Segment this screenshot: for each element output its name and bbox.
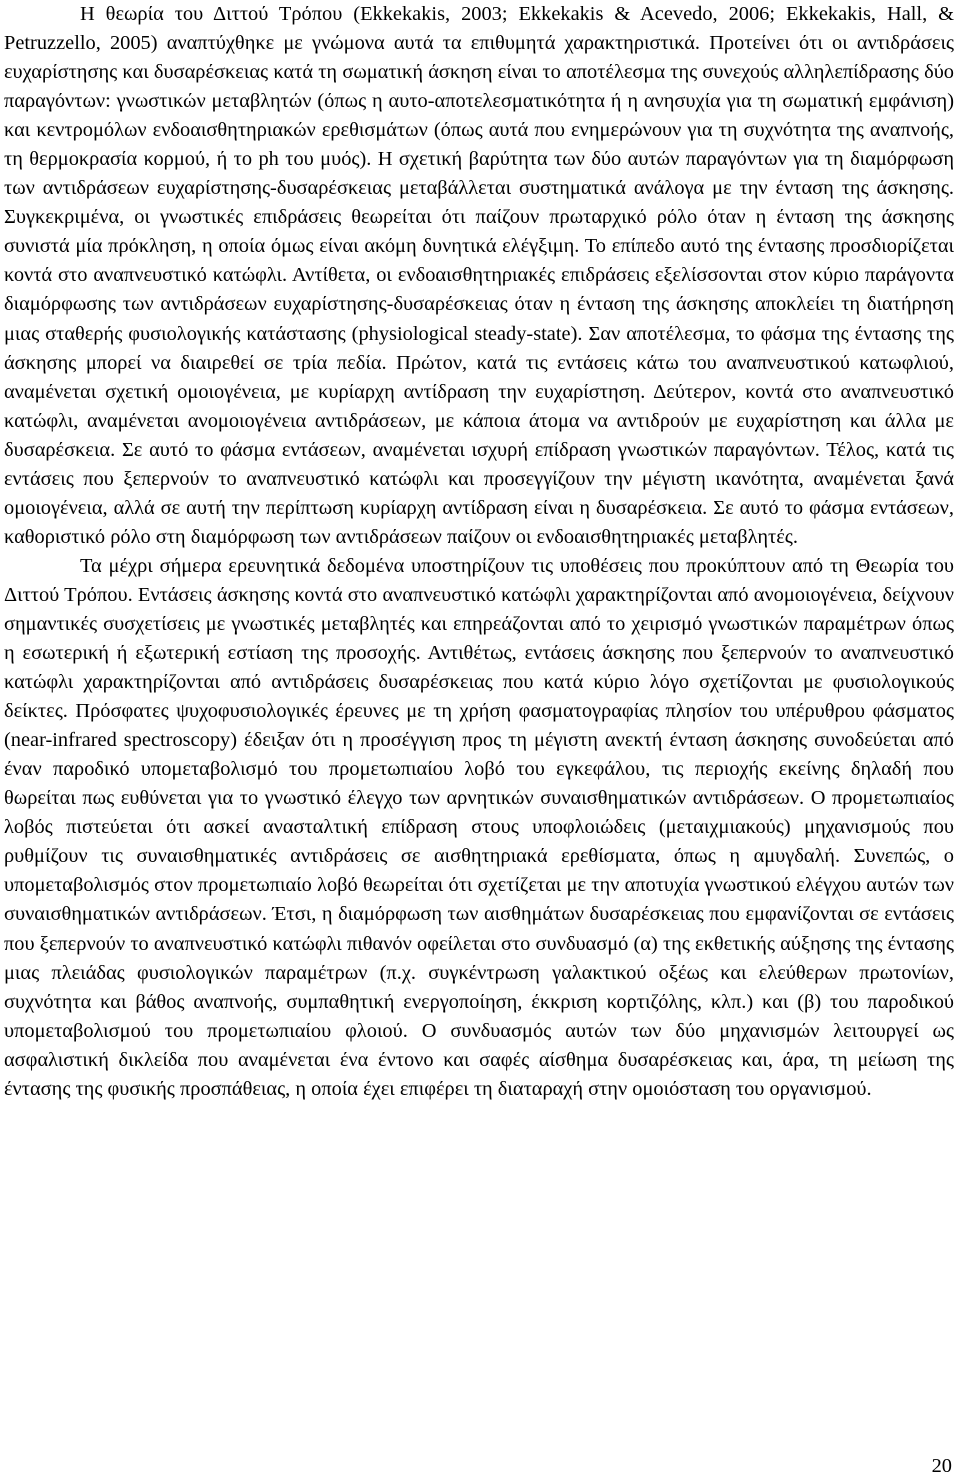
- paragraph-1: Η θεωρία του Διττού Τρόπου (Ekkekakis, 2003; Ekkekakis & Acevedo, 2006; Ekkekakis, Hall, & Petruzzello, 2005) αναπτύχθηκε με γνώμονα αυτά τα επιθυμητά χαρακτηριστικά. Προτείνει ότι οι αντιδράσεις ευχαρίστησης και δυσαρέσκειας κατά τη σωματική άσκηση είναι το αποτέλεσμα της συνεχούς αλληλεπίδρασης δύο παραγόντων: γνωστικών μεταβλητών (όπως η αυτο-αποτελεσματικότητα ή η ανησυχία για τη σωματική εμφάνιση) και κεντρομόλων ενδοαισθητηριακών ερεθισμάτων (όπως αυτά που ενημερώνουν για τη συχνότητα της αναπνοής, τη θερμοκρασία κορμού, ή το ph του μυός). Η σχετική βαρύτητα των δύο αυτών παραγόντων για τη διαμόρφωση των αντιδράσεων ευχαρίστησης-δυσαρέσκειας μεταβάλλεται συστηματικά ανάλογα με την ένταση της άσκησης. Συγκεκριμένα, οι γνωστικές επιδράσεις θεωρείται ότι παίζουν πρωταρχικό ρόλο όταν η ένταση της άσκησης συνιστά μία πρόκληση, η οποία όμως είναι ακόμη δυνητικά ελέγξιμη. Το επίπεδο αυτό της έντασης προσδιορίζεται κοντά στο αναπνευστικό κατώφλι. Αντίθετα, οι ενδοαισθητηριακές επιδράσεις εξελίσσονται στον κύριο παράγοντα διαμόρφωσης των αντιδράσεων ευχαρίστησης-δυσαρέσκειας όταν η ένταση της άσκησης αποκλείει τη διατήρηση μιας σταθερής φυσιολογικής κατάστασης (physiological steady-state). Σαν αποτέλεσμα, το φάσμα της έντασης της άσκησης μπορεί να διαιρεθεί σε τρία πεδία. Πρώτον, κατά τις εντάσεις κάτω του αναπνευστικού κατωφλιού, αναμένεται σχετική ομοιογένεια, με κυρίαρχη αντίδραση την ευχαρίστηση. Δεύτερον, κοντά στο αναπνευστικό κατώφλι, αναμένεται ανομοιογένεια αντιδράσεων, με κάποια άτομα να αντιδρούν με ευχαρίστηση και άλλα με δυσαρέσκεια. Σε αυτό το φάσμα εντάσεων, αναμένεται ισχυρή επίδραση γνωστικών παραγόντων. Τέλος, κατά τις εντάσεις που ξεπερνούν το αναπνευστικό κατώφλι και προσεγγίζουν την μέγιστη ικανότητα, αναμένεται ξανά ομοιογένεια, αλλά σε αυτή την περίπτωση κυρίαρχη αντίδραση είναι η δυσαρέσκεια. Σε αυτό το φάσμα εντάσεων, καθοριστικό ρόλο στη διαμόρφωση των αντιδράσεων παίζουν οι ενδοαισθητηριακές μεταβλητές.: [4, 3, 954, 548]
- page-number: 20: [931, 1455, 952, 1477]
- paragraph-2: Τα μέχρι σήμερα ερευνητικά δεδομένα υποστηρίζουν τις υποθέσεις που προκύπτουν από τη Θεωρία του Διττού Τρόπου. Εντάσεις άσκησης κοντά στο αναπνευστικό κατώφλι χαρακτηρίζονται από ανομοιογένεια, δείχνουν σημαντικές συσχετίσεις με γνωστικές μεταβλητές και επηρεάζονται από το χειρισμό γνωστικών παραμέτρων όπως η εσωτερική ή εξωτερική εστίαση της προσοχής. Αντιθέτως, εντάσεις άσκησης που ξεπερνούν το αναπνευστικό κατώφλι χαρακτηρίζονται από αντιδράσεις δυσαρέσκειας που κατά κύριο λόγο σχετίζονται με φυσιολογικούς δείκτες. Πρόσφατες ψυχοφυσιολογικές έρευνες με τη χρήση φασματογραφίας πλησίον του υπέρυθρου φάσματος (near-infrared spectroscopy) έδειξαν ότι η προσέγγιση προς τη μέγιστη ανεκτή ένταση άσκησης συνοδεύεται από έναν παροδικό υπομεταβολισμό του προμετωπιαίου λοβό του εγκεφάλου, τις περιοχής εκείνης δηλαδή που θωρείται πως ευθύνεται για το γνωστικό έλεγχο των αρνητικών συναισθηματικών αντιδράσεων. Ο προμετωπιαίος λοβός πιστεύεται ότι ασκεί ανασταλτική επίδραση στους υποφλοιώδεις (μεταιχμιακούς) μηχανισμούς που ρυθμίζουν τις συναισθηματικές αντιδράσεις σε αισθητηριακά ερεθίσματα, όπως η αμυγδαλή. Συνεπώς, ο υπομεταβολισμός στον προμετωπιαίο λοβό θεωρείται ότι σχετίζεται με την αποτυχία γνωστικού ελέγχου αυτών των συναισθηματικών αντιδράσεων. Έτσι, η διαμόρφωση των αισθημάτων δυσαρέσκειας που εμφανίζονται σε εντάσεις που ξεπερνούν το αναπνευστικό κατώφλι πιθανόν οφείλεται στο συνδυασμό (α) της εκθετικής αύξησης της έντασης μιας πλειάδας φυσιολογικών παραμέτρων (π.χ. συγκέντρωση γαλακτικού οξέως και ελεύθερων πρωτονίων, συχνότητα και βάθος αναπνοής, συμπαθητική ενεργοποίηση, έκκριση κορτιζόλης, κλπ.) και (β) του παροδικού υπομεταβολισμού του προμετωπιαίου φλοιού. Ο συνδυασμός αυτών των δύο μηχανισμών λειτουργεί ως ασφαλιστική δικλείδα που αναμένεται ένα έντονο και σαφές αίσθημα δυσαρέσκειας και, άρα, τη μείωση της έντασης της φυσικής προσπάθειας, η οποία έχει επιφέρει τη διαταραχή στην ομοιόσταση του οργανισμού.: [4, 554, 954, 1100]
- text-body: [4, 0, 954, 1104]
